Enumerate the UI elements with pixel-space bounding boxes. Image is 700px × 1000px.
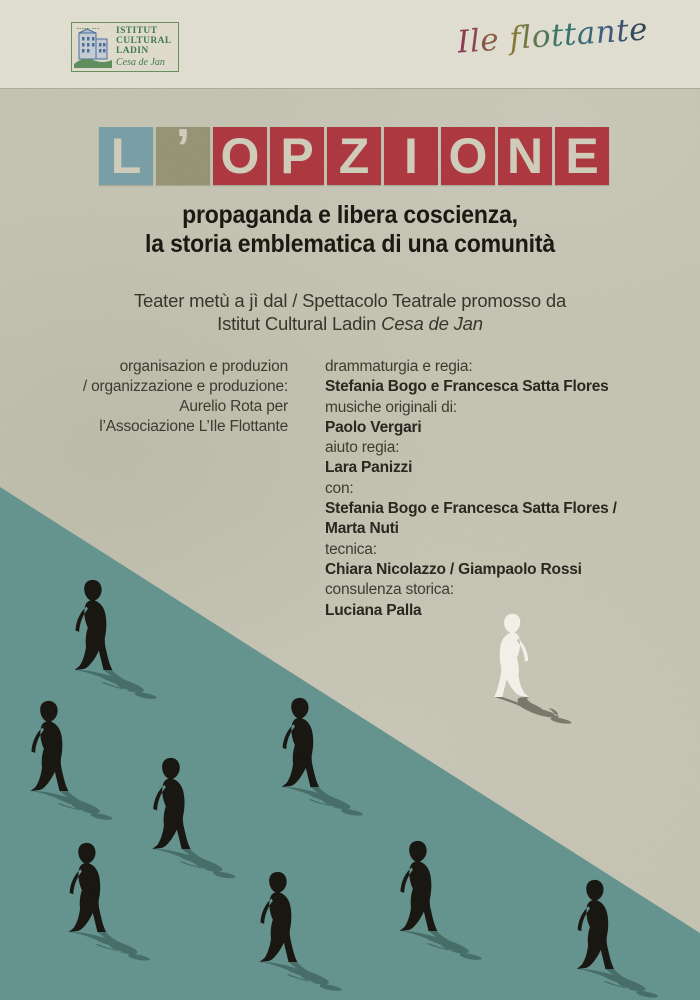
production-credits (0, 357, 288, 437)
title-letter-tile (441, 127, 495, 185)
cast-credit-line: tecnica: (325, 540, 377, 558)
subtitle-line-1: propaganda e libera coscienza, (182, 201, 518, 229)
institute-logo-text-line: LADIN (116, 46, 149, 56)
cast-credit-line: Chiara Nicolazzo / Giampaolo Rossi (325, 560, 582, 578)
title-letter: ’ (175, 118, 191, 178)
cast-credit-line: musiche originali di: (325, 398, 457, 416)
title-letter-tile (270, 127, 324, 185)
poster-title (99, 118, 609, 185)
title-letter-tile (213, 127, 267, 185)
promo-line-2 (0, 313, 700, 336)
title-letter: E (565, 128, 599, 184)
title-letter: P (280, 128, 314, 184)
title-letter-tile (555, 127, 609, 185)
title-letter-tile (99, 127, 153, 185)
cast-credit-line: drammaturgia e regia: (325, 358, 473, 375)
subtitle-line-2: la storia emblematica di una comunità (145, 230, 555, 258)
title-letter: O (220, 128, 260, 184)
istitut-cultural-ladin-logo (71, 22, 179, 72)
ile-flottante-logo: Ile flottante (455, 11, 650, 61)
title-letter-tile (327, 127, 381, 185)
institute-logo-text-line: ISTITUT (116, 26, 158, 36)
title-letter-tile (498, 127, 552, 185)
poster-subtitle (28, 201, 672, 259)
title-letter: I (404, 128, 418, 184)
walking-figure-white (494, 614, 529, 697)
title-letter: L (110, 128, 142, 184)
building-illustration-icon (74, 26, 112, 68)
green-hill-shape (74, 59, 112, 68)
cast-credit-line: aiuto regia: (325, 439, 400, 457)
title-letter: N (506, 128, 544, 184)
cast-credit-line: Stefania Bogo e Francesca Satta Flores (325, 378, 609, 396)
cast-credit-line: Paolo Vergari (325, 418, 422, 436)
cast-credit-line: Lara Panizzi (325, 459, 413, 477)
institute-logo-script-line: Cesa de Jan (116, 57, 165, 68)
institute-logo-text-line: CULTURAL (116, 36, 172, 46)
cast-credits (325, 357, 665, 621)
promo-line-2-italic: Cesa de Jan (381, 312, 483, 334)
title-letter: O (448, 128, 488, 184)
production-credit-line: organisazion e produzion (119, 358, 288, 375)
header-band (0, 0, 700, 89)
walking-figure-shadow (494, 697, 584, 724)
promoter-text (0, 290, 700, 335)
promo-line-2-regular: Istitut Cultural Ladin (217, 312, 382, 334)
production-credit-line: / organizzazione e produzione: (82, 378, 288, 395)
cast-credit-line: con: (325, 479, 354, 497)
institute-logo-text (112, 26, 176, 68)
title-letter: Z (338, 128, 370, 184)
production-credit-line: l’Associazione L’Ile Flottante (99, 418, 288, 435)
title-letter-tile (156, 118, 210, 185)
title-letter-tile (384, 127, 438, 185)
promo-line-1: Teater metù a jì dal / Spettacolo Teatrale promosso da (133, 290, 567, 311)
cast-credit-line: Stefania Bogo e Francesca Satta Flores / (325, 500, 617, 518)
production-credit-line: Aurelio Rota per (179, 398, 288, 415)
cast-credit-line: Marta Nuti (325, 520, 399, 538)
cast-credit-line: consulenza storica: (325, 581, 454, 599)
cast-credit-line: Luciana Palla (325, 601, 422, 619)
